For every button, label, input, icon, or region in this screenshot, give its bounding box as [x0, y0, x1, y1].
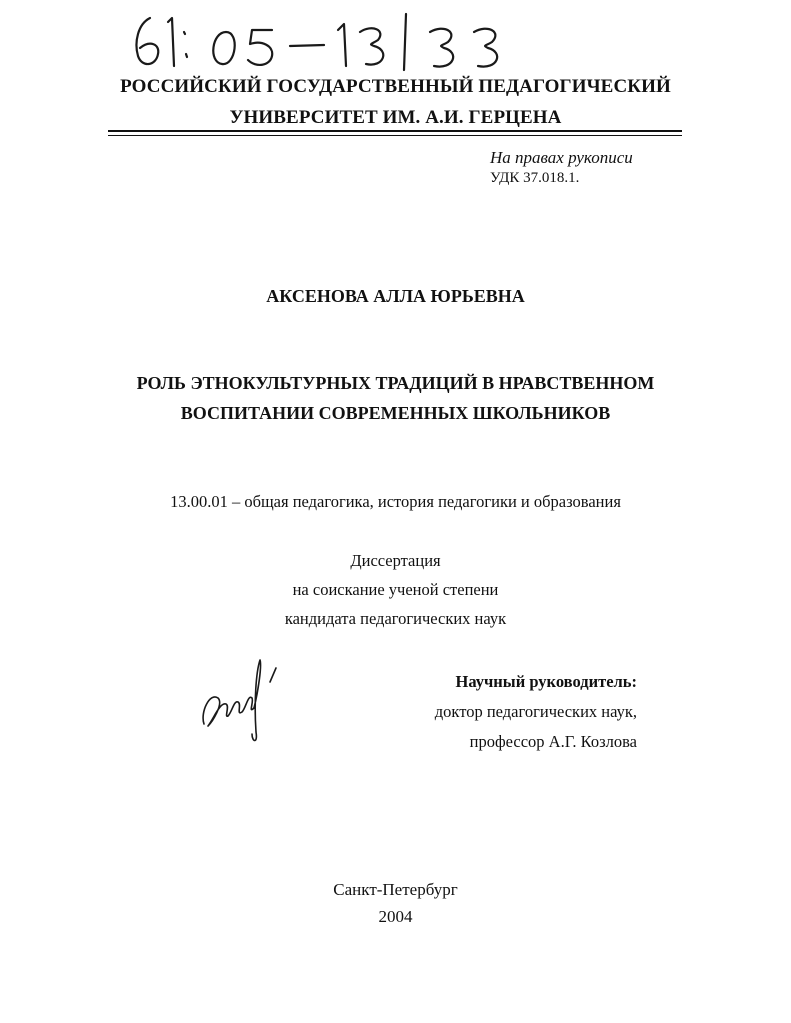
- advisor-name: профессор А.Г. Козлова: [469, 732, 637, 751]
- dissertation-type: Диссертация: [350, 551, 441, 570]
- degree-name: кандидата педагогических наук: [284, 609, 507, 628]
- dissertation-title-line1: РОЛЬ ЭТНОКУЛЬТУРНЫХ ТРАДИЦИЙ В НРАВСТВЕННОМ: [136, 373, 655, 393]
- city: Санкт-Петербург: [333, 880, 458, 899]
- degree-sought: на соискание ученой степени: [292, 580, 499, 599]
- advisor-degree: доктор педагогических наук,: [434, 702, 637, 721]
- dissertation-title-line2: ВОСПИТАНИИ СОВРЕМЕННЫХ ШКОЛЬНИКОВ: [180, 403, 611, 423]
- header-rule-thick: [108, 130, 682, 132]
- manuscript-rights-note: На правах рукописи: [490, 148, 633, 167]
- university-name-line1: РОССИЙСКИЙ ГОСУДАРСТВЕННЫЙ ПЕДАГОГИЧЕСКИЙ: [120, 76, 671, 97]
- handwritten-archive-code: [128, 10, 528, 72]
- udk-code: УДК 37.018.1.: [490, 170, 580, 186]
- university-name-line2: УНИВЕРСИТЕТ ИМ. А.И. ГЕРЦЕНА: [229, 107, 562, 128]
- header-rule-thin: [108, 135, 682, 136]
- author-name: АКСЕНОВА АЛЛА ЮРЬЕВНА: [266, 286, 525, 306]
- advisor-label: Научный руководитель:: [455, 672, 637, 691]
- handwritten-archive-code-drawing: [128, 10, 528, 72]
- signature-drawing: [196, 652, 286, 747]
- year: 2004: [378, 907, 413, 926]
- author-signature: [196, 652, 286, 747]
- specialty-code: 13.00.01 – общая педагогика, история педагогики и образования: [170, 492, 621, 511]
